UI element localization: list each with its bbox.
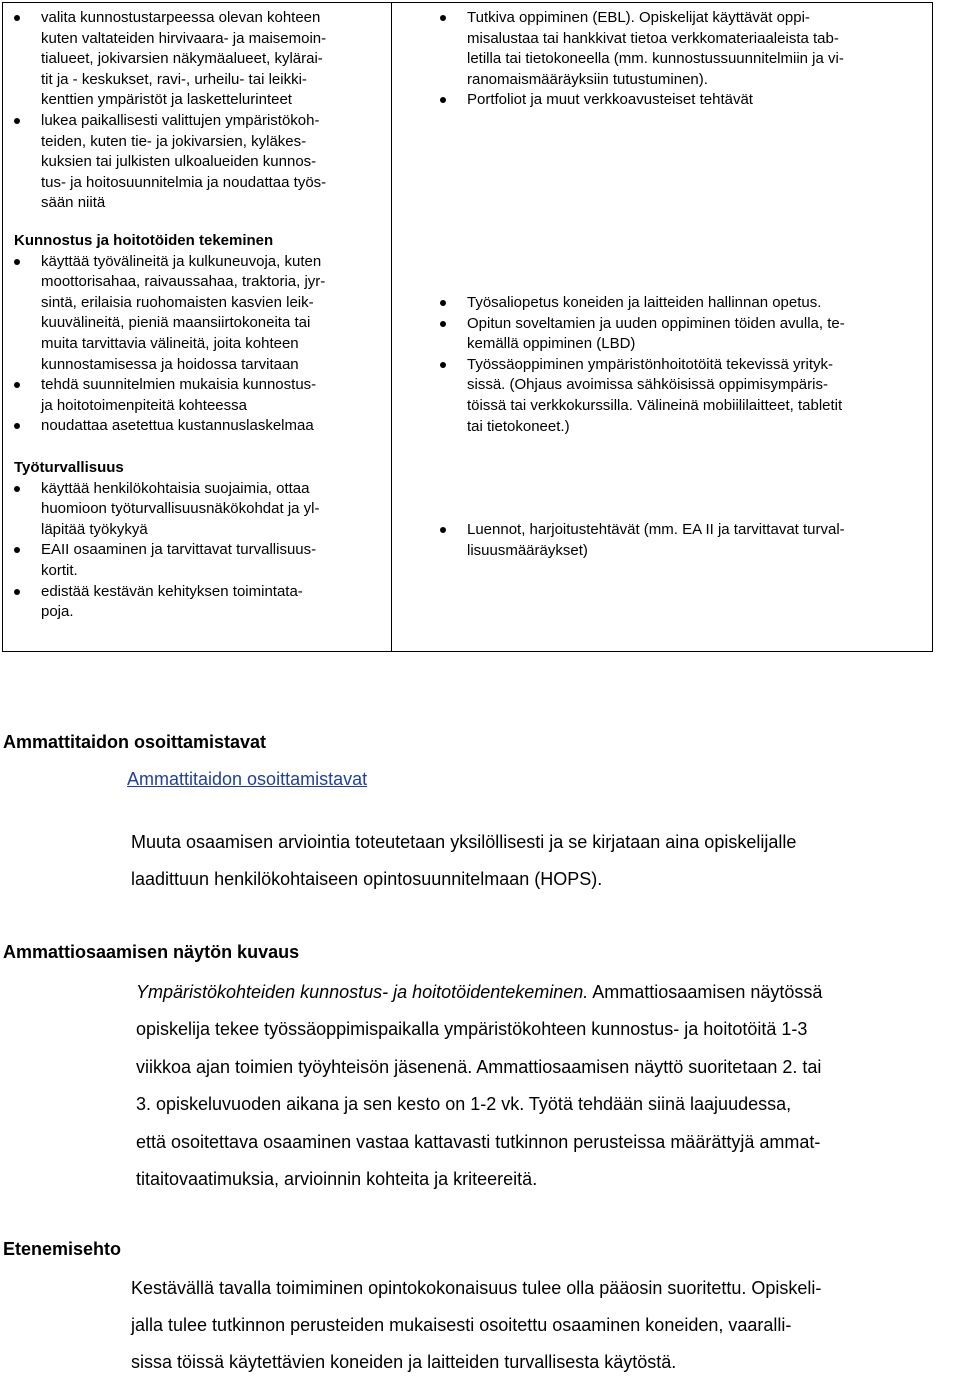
bullet-line: tialueet, jokivarsien näkymäalueet, kylärai- [41, 50, 323, 68]
text-line: Muuta osaamisen arviointia toteutetaan yksilöllisesti ja se kirjataan aina opiskelijalle [131, 832, 797, 852]
bullet-line: letilla tai tietokoneella (mm. kunnostussuunnitelmiin ja vi- [467, 50, 844, 68]
left-intro [14, 8, 384, 214]
bullet-line: tit ja - keskukset, ravi-, urheilu- tai leikki- [41, 70, 307, 88]
right-intro-list [440, 8, 920, 111]
bullet-line: Työssäoppiminen ympäristönhoitotöitä tekevissä yrityk- [467, 355, 833, 373]
right-mid [440, 293, 920, 437]
bullet-item [440, 293, 920, 314]
bullet-line: kemällä oppiminen (LBD) [467, 335, 636, 353]
link-osoittamistavat[interactable]: Ammattitaidon osoittamistavat [127, 769, 368, 789]
bullet-line: kuten valtateiden hirvivaara- ja maisemoin- [41, 29, 327, 47]
bullet-item [14, 479, 384, 541]
heading-osoittamistavat: Ammattitaidon osoittamistavat [3, 732, 267, 752]
bullet-line: sissä. (Ohjaus avoimissa sähköisissä oppimisympäris- [467, 376, 828, 394]
section-heading-tyoturvallisuus: Työturvallisuus [14, 459, 124, 476]
bullet-line: moottorisahaa, raivaussahaa, traktoria, jyr- [41, 273, 326, 291]
right-intro [440, 8, 920, 111]
right-mid-list [440, 293, 920, 437]
text-line: Kestävällä tavalla toimiminen opintokokonaisuus tulee olla pääosin suoritettu. Opiskeli- [131, 1278, 822, 1298]
paragraph-naytto-line-1 [136, 974, 956, 1011]
bullet-line: lisuusmääräykset) [467, 541, 588, 559]
bullet-line: misalustaa tai hankkivat tietoa verkkomateriaaleista tab- [467, 29, 839, 47]
section-tyoturvallisuus [14, 458, 384, 623]
bullet-item [440, 314, 920, 355]
bullet-item [14, 8, 384, 111]
text-line: että osoitettava osaaminen vastaa kattavasti tutkinnon perusteissa määrättyjä ammat- [136, 1131, 821, 1152]
bullet-line: käyttää henkilökohtaisia suojaimia, ottaa [41, 479, 310, 497]
bullet-line: käyttää työvälineitä ja kulkuneuvoja, kuten [41, 252, 322, 270]
right-bottom-list [440, 520, 920, 561]
right-bottom [440, 520, 920, 561]
bullet-line: kuksien tai julkisten ulkoalueiden kunnos- [41, 153, 317, 171]
bullet-line: valita kunnostustarpeessa olevan kohteen [41, 9, 321, 26]
bullet-line: huomioon työturvallisuusnäkökohdat ja yl- [41, 500, 320, 518]
bullet-line: Luennot, harjoitustehtävät (mm. EA II ja tarvittavat turval- [467, 521, 845, 538]
bullet-line: ja hoitotoimenpiteitä kohteessa [41, 396, 247, 414]
bullet-item [440, 90, 920, 111]
bullet-line: muita tarvittavia välineitä, joita kohteen [41, 334, 299, 352]
bullet-line: tus- ja hoitosuunnitelmia ja noudattaa työs- [41, 173, 327, 191]
bullet-line: töissä tai verkkokurssilla. Välineinä mobiililaitteet, tabletit [467, 396, 843, 414]
bullet-line: Työsaliopetus koneiden ja laitteiden hallinnan opetus. [467, 294, 822, 311]
naytto-title-italic: Ympäristökohteiden kunnostus- ja hoitotöidentekeminen. [136, 982, 589, 1002]
text-line: jalla tulee tutkinnon perusteiden mukaisesti osoitettu osaaminen koneiden, vaaralli- [131, 1315, 792, 1335]
bullet-line: teiden, kuten tie- ja jokivarsien, kyläkes- [41, 132, 307, 150]
bullet-line: sintä, erilaisia ruohomaisten kasvien leik- [41, 293, 314, 311]
bullet-item [440, 355, 920, 437]
left-intro-list [14, 8, 384, 214]
bullet-line: läpitää työkykyä [41, 520, 148, 538]
paragraph-naytto-rest [136, 1011, 956, 1198]
section-kunnostus [14, 231, 384, 437]
bullet-line: Opitun soveltamien ja uuden oppiminen töiden avulla, te- [467, 314, 845, 332]
bullet-item [14, 416, 384, 437]
bullet-line: Tutkiva oppiminen (EBL). Opiskelijat käyttävät oppi- [467, 9, 810, 26]
bullet-line: edistää kestävän kehityksen toimintata- [41, 582, 303, 600]
bullet-line: noudattaa asetettua kustannuslaskelmaa [41, 417, 314, 435]
bullet-line: kortit. [41, 561, 78, 579]
bullet-line: tehdä suunnitelmien mukaisia kunnostus- [41, 376, 317, 394]
bullet-item [14, 375, 384, 416]
bullet-item [14, 582, 384, 623]
bullet-line: poja. [41, 603, 74, 621]
bullet-line: kuuvälineitä, pieniä maansiirtokoneita tai [41, 314, 311, 332]
bullet-line: Portfoliot ja muut verkkoavusteiset tehtävät [467, 91, 753, 109]
bullet-item [14, 111, 384, 214]
bullet-line: EAII osaaminen ja tarvittavat turvallisuus- [41, 541, 317, 559]
paragraph-etenemisehto [131, 1270, 821, 1381]
text-line: viikkoa ajan toimien työyhteisön jäsenenä. Ammattiosaamisen näyttö suoritetaan 2. tai [136, 1056, 822, 1077]
text-line: opiskelija tekee työssäoppimispaikalla ympäristökohteen kunnostus- ja hoitotöitä 1-3 [136, 1019, 808, 1040]
heading-etenemisehto: Etenemisehto [3, 1239, 122, 1259]
bullet-item [440, 520, 920, 561]
text-line: laadittuun henkilökohtaiseen opintosuunnitelmaan (HOPS). [131, 869, 603, 889]
bullet-item [14, 540, 384, 581]
text-line: sissa töissä käytettävien koneiden ja laitteiden turvallisesta käytöstä. [131, 1352, 677, 1372]
text-line: 3. opiskeluvuoden aikana ja sen kesto on 1-2 vk. Työtä tehdään siinä laajuudessa, [136, 1094, 792, 1115]
text-line: titaitovaatimuksia, arvioinnin kohteita ja kriteereitä. [136, 1169, 538, 1190]
bullet-line: ranomaismääräyksiin tutustuminen). [467, 70, 708, 88]
bullet-item [14, 252, 384, 376]
bullet-line: kunnostamisessa ja hoidossa tarvitaan [41, 355, 299, 373]
bullet-item [440, 8, 920, 90]
bullet-line: sään niitä [41, 194, 106, 212]
tyoturvallisuus-list [14, 479, 384, 623]
column-divider [391, 3, 392, 651]
section-heading-kunnostus: Kunnostus ja hoitotöiden tekeminen [14, 232, 274, 249]
paragraph-naytto [136, 974, 956, 1198]
bullet-line: kenttien ympäristöt ja laskettelurinteet [41, 91, 292, 109]
kunnostus-list [14, 252, 384, 437]
bullet-line: tai tietokoneet.) [467, 417, 570, 435]
paragraph-arviointi [131, 824, 796, 898]
heading-naytto: Ammattiosaamisen näytön kuvaus [3, 942, 300, 962]
naytto-line1-rest: Ammattiosaamisen näytössä [588, 982, 823, 1002]
bullet-line: lukea paikallisesti valittujen ympäristökoh- [41, 111, 320, 129]
